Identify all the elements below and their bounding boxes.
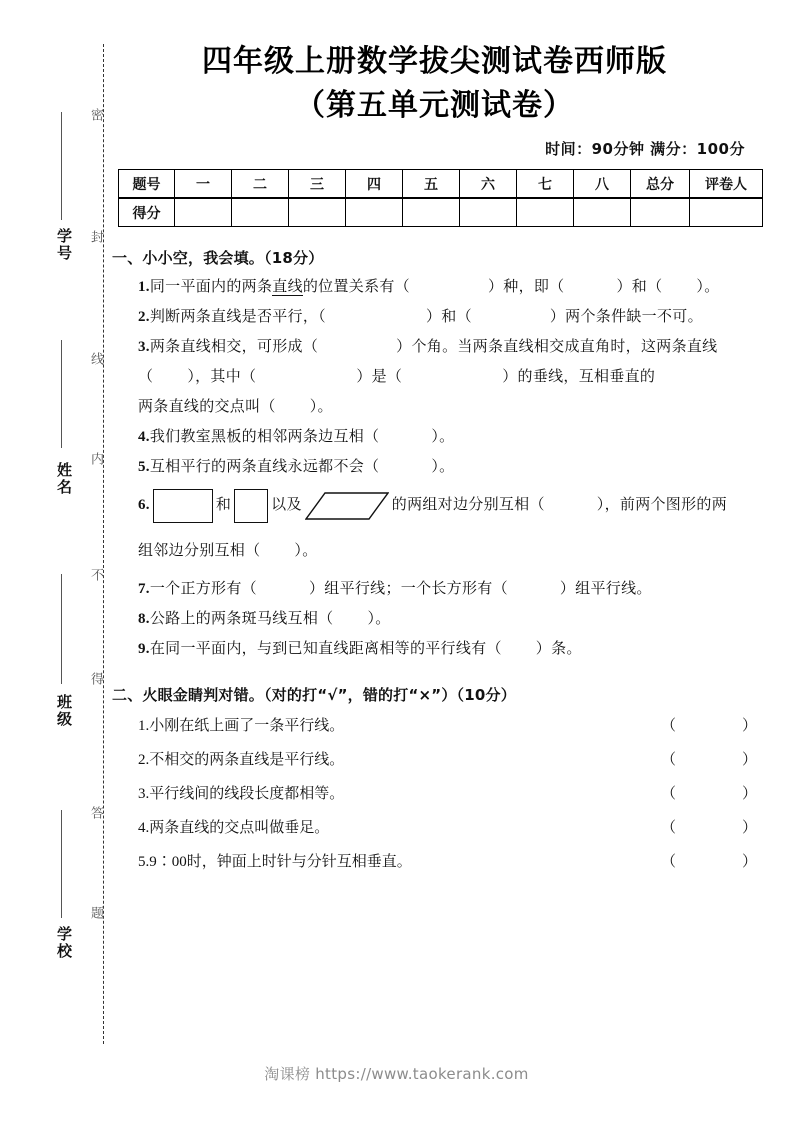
- score-cell-7[interactable]: [517, 198, 574, 227]
- score-cell-6[interactable]: [460, 198, 517, 227]
- fill-q3-t2: ）个角。当两条直线相交成直角时，这两条直线: [396, 339, 718, 355]
- score-cell-total[interactable]: [631, 198, 690, 227]
- fill-q1-underline: 直线: [272, 279, 303, 295]
- fill-question-6: [138, 482, 757, 574]
- seal-rule-xuehao: [61, 112, 62, 220]
- judge-paren-open-2: （: [661, 752, 677, 768]
- seal-char-7: 题: [89, 906, 104, 919]
- judge-paren-close-5: ）: [741, 854, 757, 870]
- score-table-col-4: 四: [346, 170, 403, 199]
- judge-question-4-num: 4.: [138, 820, 150, 836]
- title-line-1: 四年级上册数学拔尖测试卷西师版: [202, 44, 667, 79]
- judge-question-5: [138, 845, 757, 879]
- fill-question-5: [138, 452, 757, 482]
- fill-q6-t0: 的两组对边分别互相（: [391, 497, 545, 513]
- judge-question-4-text: 两条直线的交点叫做垂足。: [149, 820, 330, 836]
- judge-paren-close-2: ）: [741, 752, 757, 768]
- judge-question-1: [138, 709, 757, 743]
- fill-question-3-num: 3.: [138, 339, 150, 355]
- footer-watermark: 淘课榜 https://www.taokerank.com: [264, 1065, 529, 1083]
- judge-answer-box-1[interactable]: [661, 709, 757, 743]
- fill-question-8: [138, 604, 757, 634]
- fill-q3-t4: （: [138, 369, 154, 385]
- score-table-col-1: 一: [175, 170, 232, 199]
- score-table-col-3: 三: [289, 170, 346, 199]
- seal-char-5: 得: [89, 672, 104, 685]
- fill-q2-t0: 判断两条直线是否平行，（: [149, 309, 326, 325]
- score-cell-rater[interactable]: [690, 198, 763, 227]
- section-1-num: 一、: [112, 249, 143, 267]
- square-figure: [234, 489, 268, 523]
- fill-q8-t2: ）。: [367, 611, 391, 627]
- score-table-row-label-0: 题号: [119, 170, 175, 199]
- fill-q8-t0: 公路上的两条斑马线互相（: [149, 611, 334, 627]
- judge-question-5-text: 9∶00时，钟面上时针与分针互相垂直。: [149, 854, 412, 870]
- fill-q1-t2: 的位置关系有（: [302, 279, 410, 295]
- fill-question-4: [138, 422, 757, 452]
- fill-q3-t8: ）是（: [356, 369, 403, 385]
- judge-question-2-text: 不相交的两条直线是平行线。: [149, 752, 345, 768]
- score-table-score-row: [119, 198, 763, 227]
- fill-question-7-num: 7.: [138, 581, 150, 597]
- rectangle-figure: [153, 489, 213, 523]
- seal-char-3: 内: [89, 452, 104, 465]
- seal-char-4: 不: [89, 568, 104, 581]
- seal-dashed-line: [103, 44, 104, 1044]
- fill-q3-t12: 两条直线的交点叫（: [138, 399, 276, 415]
- judge-question-3: [138, 777, 757, 811]
- fill-question-4-num: 4.: [138, 429, 150, 445]
- score-table-header-row: [119, 170, 763, 199]
- fill-q7-t0: 一个正方形有（: [149, 581, 257, 597]
- seal-rule-xingming: [61, 340, 62, 448]
- fill-q4-t2: ）。: [431, 429, 455, 445]
- score-cell-3[interactable]: [289, 198, 346, 227]
- judge-question-1-num: 1.: [138, 718, 150, 734]
- fill-question-3: [138, 332, 757, 422]
- fill-q3-t0: 两条直线相交，可形成（: [149, 339, 319, 355]
- score-table-row-label-1: 得分: [119, 198, 175, 227]
- fill-question-2: [138, 302, 757, 332]
- fill-q6-conj-2: 以及: [271, 497, 302, 513]
- fill-q2-t4: ）两个条件缺一不可。: [549, 309, 703, 325]
- seal-field-xuexiao: 学校: [55, 926, 71, 960]
- fill-question-1-num: 1.: [138, 279, 150, 295]
- score-cell-8[interactable]: [574, 198, 631, 227]
- section-heading-2: [112, 684, 757, 705]
- score-table-col-6: 六: [460, 170, 517, 199]
- score-table-col-rater: 评卷人: [690, 170, 763, 199]
- section-1-title: 小小空，我会填。: [142, 249, 265, 267]
- score-table-col-8: 八: [574, 170, 631, 199]
- judge-question-4: [138, 811, 757, 845]
- judge-paren-open-3: （: [661, 786, 677, 802]
- score-table: [118, 169, 763, 227]
- score-cell-2[interactable]: [232, 198, 289, 227]
- fill-q1-t4: ）种，即（: [487, 279, 565, 295]
- score-table-col-2: 二: [232, 170, 289, 199]
- judge-question-3-num: 3.: [138, 786, 150, 802]
- seal-char-2: 线: [89, 352, 104, 365]
- fill-q3-t10: ）的垂线，互相垂直的: [502, 369, 656, 385]
- judge-paren-close-4: ）: [741, 820, 757, 836]
- title-line-2: （第五单元测试卷）: [295, 88, 574, 123]
- judge-answer-box-2[interactable]: [661, 743, 757, 777]
- judge-answer-box-3[interactable]: [661, 777, 757, 811]
- fill-q2-t2: ）和（: [425, 309, 472, 325]
- section-2-title: 火眼金睛判对错。: [142, 686, 265, 704]
- fill-q7-t2: ）组平行线；一个长方形有（: [308, 581, 508, 597]
- fill-q6-t6: ）。: [294, 543, 318, 559]
- judge-paren-close-1: ）: [741, 718, 757, 734]
- fill-question-8-num: 8.: [138, 611, 150, 627]
- judge-question-2-num: 2.: [138, 752, 150, 768]
- judge-paren-close-3: ）: [741, 786, 757, 802]
- section-heading-1: [112, 247, 757, 268]
- seal-char-0: 密: [89, 108, 104, 121]
- fill-q1-t8: ）。: [696, 279, 720, 295]
- seal-field-banji: 班级: [55, 694, 71, 728]
- judge-paren-open-1: （: [661, 718, 677, 734]
- fill-q9-t2: ）条。: [535, 641, 582, 657]
- score-table-col-total: 总分: [631, 170, 690, 199]
- fill-q1-t6: ）和（: [616, 279, 663, 295]
- fill-q7-t4: ）组平行线。: [559, 581, 652, 597]
- fill-question-9: [138, 634, 757, 664]
- fill-q6-t2: ），前两个图形的两: [596, 497, 727, 513]
- fill-question-7: [138, 574, 757, 604]
- page-title: [112, 0, 757, 128]
- seal-field-xingming: 姓名: [55, 462, 71, 496]
- judge-answer-box-4[interactable]: [661, 811, 757, 845]
- fill-q5-t2: ）。: [431, 459, 455, 475]
- fill-q9-t0: 在同一平面内，与到已知直线距离相等的平行线有（: [149, 641, 502, 657]
- seal-rule-banji: [61, 574, 62, 684]
- section-2-points: （对的打“√”，错的打“×”）（10分）: [264, 686, 516, 704]
- fill-question-2-num: 2.: [138, 309, 150, 325]
- fill-question-6-num: 6.: [138, 497, 150, 513]
- judge-answer-box-5[interactable]: [661, 845, 757, 879]
- exam-paper-body: [112, 0, 757, 1122]
- score-table-col-7: 七: [517, 170, 574, 199]
- score-cell-4[interactable]: [346, 198, 403, 227]
- section-1-points: （18分）: [264, 249, 324, 267]
- score-cell-5[interactable]: [403, 198, 460, 227]
- judge-paren-open-4: （: [661, 820, 677, 836]
- score-cell-1[interactable]: [175, 198, 232, 227]
- section-2-num: 二、: [112, 686, 143, 704]
- judge-question-3-text: 平行线间的线段长度都相等。: [149, 786, 345, 802]
- score-table-col-5: 五: [403, 170, 460, 199]
- fill-question-5-num: 5.: [138, 459, 150, 475]
- judge-question-2: [138, 743, 757, 777]
- fill-q3-t6: ），其中（: [187, 369, 257, 385]
- seal-char-1: 封: [89, 230, 104, 243]
- fill-q4-t0: 我们教室黑板的相邻两条边互相（: [149, 429, 380, 445]
- fill-q1-t0: 同一平面内的两条: [149, 279, 273, 295]
- fill-q3-t14: ）。: [309, 399, 333, 415]
- fill-q5-t0: 互相平行的两条直线永远都不会（: [149, 459, 380, 475]
- judge-paren-open-5: （: [661, 854, 677, 870]
- seal-rule-xuexiao: [61, 810, 62, 918]
- judge-question-5-num: 5.: [138, 854, 150, 870]
- seal-margin-area: [0, 0, 110, 1122]
- fill-q6-conj-1: 和: [215, 497, 232, 513]
- parallelogram-figure: [305, 491, 389, 521]
- fill-q6-t4: 组邻边分别互相（: [138, 543, 261, 559]
- fill-question-9-num: 9.: [138, 641, 150, 657]
- seal-field-xuehao: 学号: [55, 228, 71, 262]
- fill-question-1: [138, 272, 757, 302]
- exam-meta-info: 时间：90分钟 满分：100分: [545, 140, 745, 158]
- seal-char-6: 答: [89, 806, 104, 819]
- judge-question-1-text: 小刚在纸上画了一条平行线。: [149, 718, 345, 734]
